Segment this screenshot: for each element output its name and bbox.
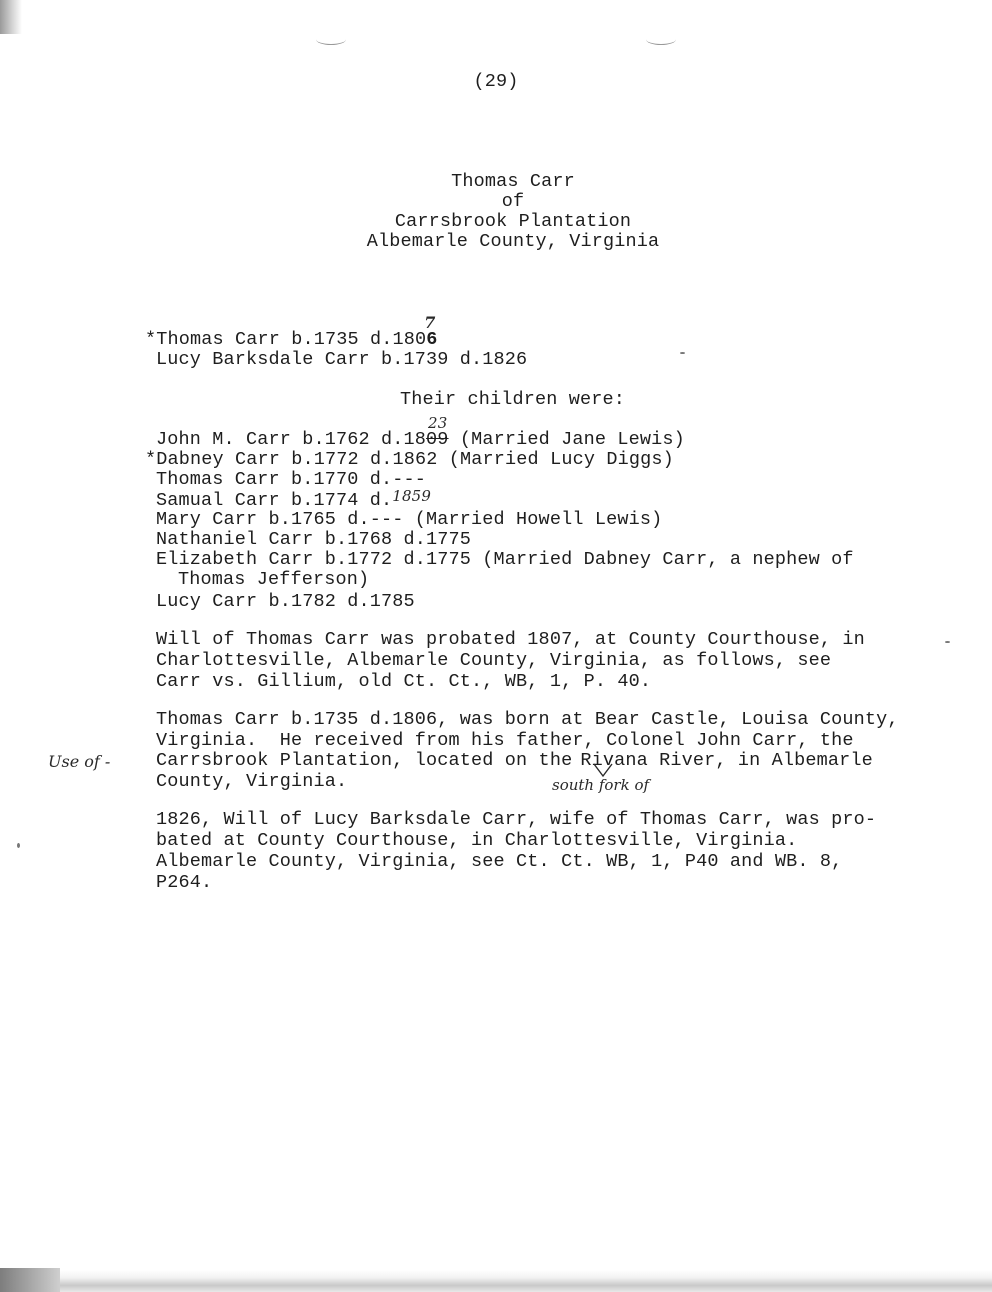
paragraph-line: Charlottesville, Albemarle County, Virginia, as follows, see <box>156 650 832 671</box>
paragraph-line: Will of Thomas Carr was probated 1807, at County Courthouse, in <box>156 629 865 650</box>
title-county: Albemarle County, Virginia <box>366 231 660 252</box>
paragraph-line <box>156 751 873 771</box>
child-thomas: Thomas Carr b.1770 d.--- <box>156 469 427 490</box>
paragraph-line: Carr vs. Gillium, old Ct. Ct., WB, 1, P. 40. <box>156 671 652 692</box>
child-dabney: *Dabney Carr b.1772 d.1862 (Married Lucy Diggs) <box>145 449 674 470</box>
death-digit-typed: 6 <box>426 329 438 350</box>
child-nathaniel: Nathaniel Carr b.1768 d.1775 <box>156 529 472 550</box>
child-john-spouse: (Married Jane Lewis) <box>448 429 685 450</box>
paragraph-line: P264. <box>156 872 213 893</box>
child-john <box>156 414 685 450</box>
title-name: Thomas Carr <box>451 171 575 192</box>
child-elizabeth-continued: Thomas Jefferson) <box>178 569 370 590</box>
child-john-text: John M. Carr b.1762 d.18 <box>156 429 427 450</box>
scan-corner-shadow <box>0 1268 60 1292</box>
page-number: (29) <box>473 71 519 92</box>
child-samual <box>156 487 432 511</box>
title-of: of <box>501 191 525 212</box>
scan-mark <box>646 34 676 45</box>
struck-digits: 09 <box>426 429 449 450</box>
paragraph-line: bated at County Courthouse, in Charlottesville, Virginia. <box>156 830 798 851</box>
paragraph-line: Albemarle County, Virginia, see Ct. Ct. WB, 1, P40 and WB. 8, <box>156 851 843 872</box>
handwritten-insertion: south fork of <box>552 776 650 794</box>
parent-lucy: Lucy Barksdale Carr b.1739 d.1826 <box>156 349 528 370</box>
paragraph-line: Virginia. He received from his father, Colonel John Carr, the <box>156 730 854 751</box>
title-plantation: Carrsbrook Plantation <box>394 211 632 232</box>
scan-mark <box>316 34 346 45</box>
scan-bottom-edge <box>0 1270 992 1292</box>
handwritten-death-year: 1859 <box>392 487 432 505</box>
child-elizabeth: Elizabeth Carr b.1772 d.1775 (Married Dabney Carr, a nephew of <box>156 549 854 570</box>
struck-death-year <box>426 414 449 450</box>
scan-speck <box>680 352 685 354</box>
handwritten-margin-note: Use of - <box>48 752 111 771</box>
scan-edge-shadow <box>0 0 22 34</box>
paragraph-line-part: Carrsbrook Plantation, located on the <box>156 750 573 771</box>
paragraph-line-part: Rivana River, in Albemarle <box>580 750 873 771</box>
handwritten-correction: 7 <box>424 313 436 332</box>
parent-thomas-text: *Thomas Carr b.1735 d.180 <box>145 329 427 350</box>
scan-speck <box>17 843 20 848</box>
child-mary: Mary Carr b.1765 d.--- (Married Howell Lewis) <box>156 509 663 530</box>
parent-thomas <box>145 313 438 350</box>
scan-speck <box>945 641 950 643</box>
paragraph-line: 1826, Will of Lucy Barksdale Carr, wife of Thomas Carr, was pro- <box>156 809 877 830</box>
paragraph-line: County, Virginia. <box>156 771 348 792</box>
children-heading: Their children were: <box>400 389 626 410</box>
child-samual-text: Samual Carr b.1774 d. <box>156 490 393 511</box>
child-lucy: Lucy Carr b.1782 d.1785 <box>156 591 415 612</box>
handwritten-correction: 23 <box>428 414 448 432</box>
paragraph-line: Thomas Carr b.1735 d.1806, was born at Bear Castle, Louisa County, <box>156 709 899 730</box>
death-year-digit <box>424 313 438 350</box>
